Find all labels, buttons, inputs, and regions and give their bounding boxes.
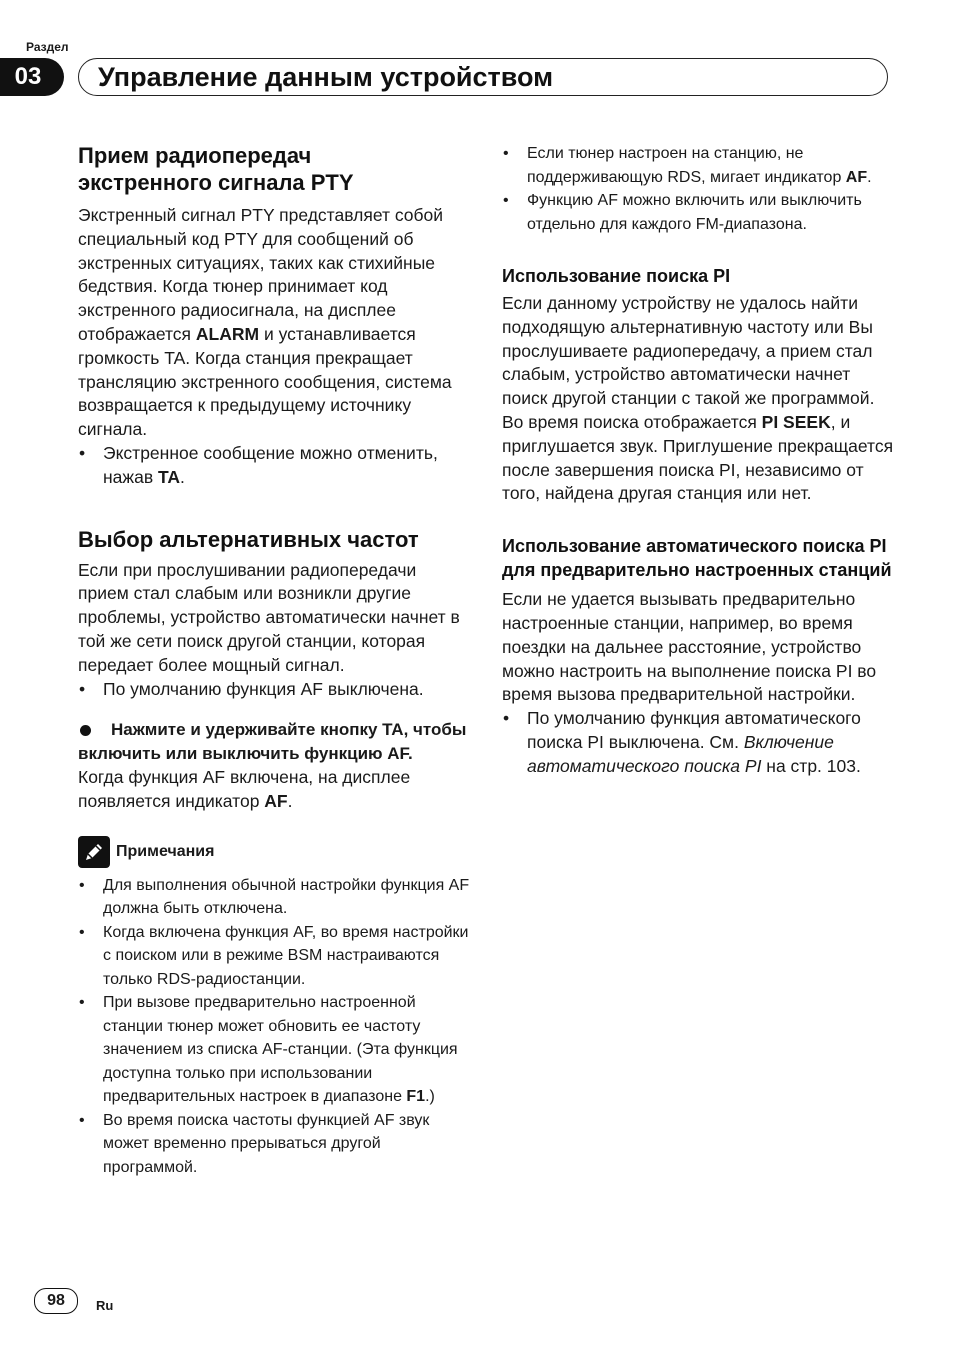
pty-body: Экстренный сигнал PTY представляет собой специальный код PTY для сообщений об экстренных ситуациях, таких как стихийные бедствия. Когда тюнер принимает код экстренного радиосигнала, на дисплее отображается ALARM и устанавливается громкость TA. Когда станция прекращает трансляцию экстренного сообщения, система возвращается к предыдущему источнику сигнала.: [78, 205, 452, 440]
af-extra-bullets: [502, 142, 894, 236]
section-label: Раздел: [26, 40, 69, 54]
pi-heading: Использование поиска PI: [502, 266, 731, 286]
page-number: 98: [34, 1288, 78, 1314]
pi-body: Если данному устройству не удалось найти подходящую альтернативную частоту или Вы прослушиваете радиопередачу, а прием стал слабым, устройство автоматически начнет поиск другой станции с такой же программой. Во время поиска отображается PI SEEK, и приглушается звук. Приглушение прекращается после завершения поиска PI, независимо от того, найдена другая станция или нет.: [502, 293, 894, 504]
af-instruction: Нажмите и удерживайте кнопку TA, чтобы включить или выключить функцию AF.: [78, 720, 467, 764]
chapter-number: 03: [0, 58, 64, 96]
note-item: • Во время поиска частоты функцией AF звук может временно прерываться другой программой.: [78, 1109, 470, 1180]
note-item: • При вызове предварительно настроенной станции тюнер может обновить ее частоту значением из списка AF-станции. (Эта функция доступна только при использовании предварительных настроек в диапазоне F1.): [78, 991, 470, 1109]
auto-pi-body: Если не удается вызывать предварительно настроенные станции, например, во время поездки на дальнее расстояние, устройство можно настроить на выполнение поиска PI во время вызова предварительной настройки.: [502, 589, 877, 705]
af-after-text: Когда функция AF включена, на дисплее появляется индикатор AF.: [78, 766, 411, 811]
af-bullets: [78, 678, 470, 702]
list-item: • По умолчанию функция автоматического поиска PI выключена. См. Включение автоматического поиска PI на стр. 103.: [502, 707, 894, 778]
pty-bullets: [78, 442, 470, 490]
cross-reference-link[interactable]: Включение автоматического поиска PI: [527, 731, 834, 776]
language-label: Ru: [96, 1298, 114, 1313]
note-item: • Для выполнения обычной настройки функция AF должна быть отключена.: [78, 874, 470, 921]
note-item: • Когда включена функция AF, во время настройки с поиском или в режиме BSM настраиваются только RDS-радиостанции.: [78, 921, 470, 992]
notes-list: [78, 874, 470, 1180]
pencil-note-icon: [78, 836, 110, 868]
af-heading: Выбор альтернативных частот: [78, 526, 419, 552]
notes-label: Примечания: [116, 842, 215, 860]
left-column: [78, 142, 470, 1179]
auto-pi-heading: Использование автоматического поиска PI для предварительно настроенных станций: [502, 536, 892, 581]
list-item: • По умолчанию функция AF выключена.: [78, 678, 470, 702]
right-column: [502, 142, 894, 779]
chapter-title: Управление данным устройством: [98, 62, 554, 92]
notes-header: [78, 836, 470, 868]
af-body: Если при прослушивании радиопередачи прием стал слабым или возникли другие проблемы, устройство автоматически начнет в той же сети поиск другой станции, которая передает более мощный сигнал.: [78, 559, 460, 675]
list-item: • Функцию AF можно включить или выключить отдельно для каждого FM-диапазона.: [502, 189, 894, 236]
list-item: • Если тюнер настроен на станцию, не поддерживающую RDS, мигает индикатор AF.: [502, 142, 894, 189]
instruction-bullet-icon: [80, 725, 91, 736]
auto-pi-bullets: [502, 707, 894, 778]
list-item: • Экстренное сообщение можно отменить, нажав TA.: [78, 442, 470, 490]
pty-heading: Прием радиопередач экстренного сигнала PTY: [78, 143, 354, 195]
